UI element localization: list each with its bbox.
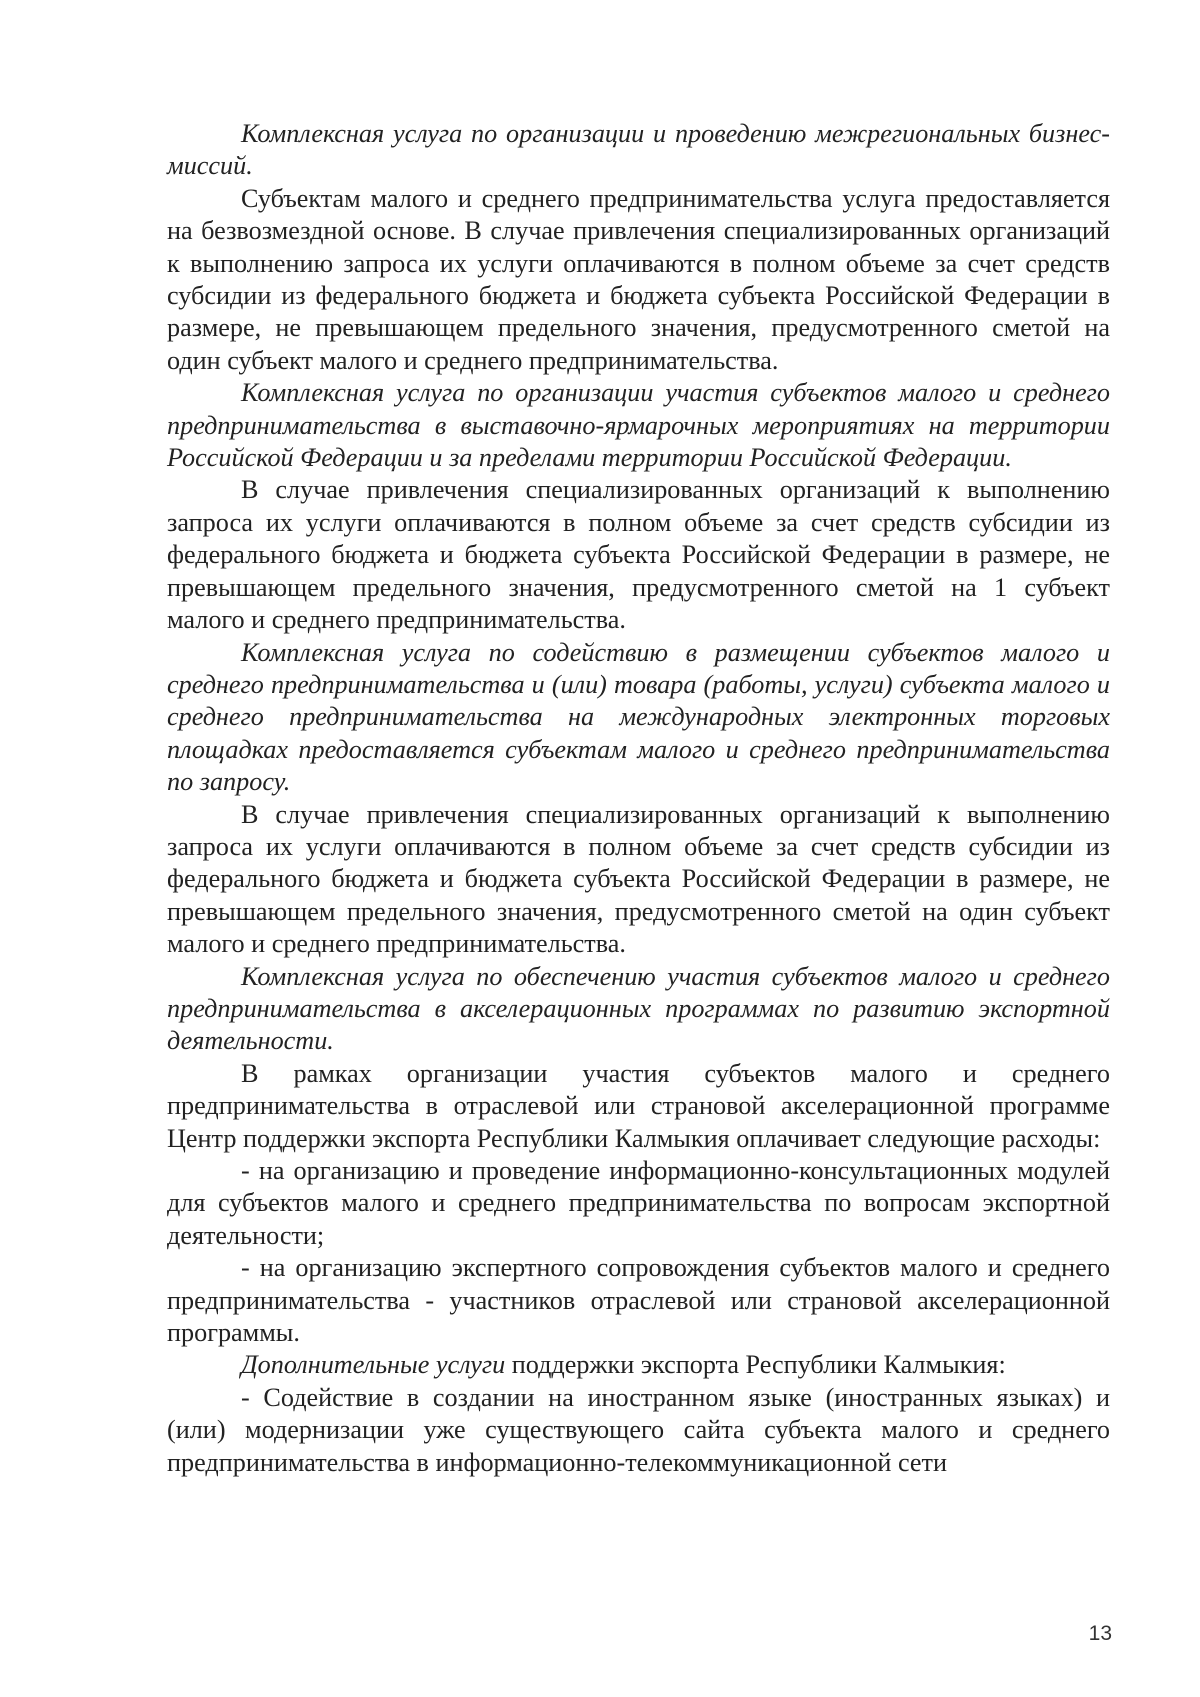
additional-services-rest: поддержки экспорта Республики Калмыкия: [505, 1350, 1006, 1380]
paragraph-heading-e-commerce: Комплексная услуга по содействию в размещении субъектов малого и среднего предпринимательства и (или) товара (работы, услуги) субъекта малого и среднего предпринимательства на международных электронных торговых площадках предоставляется субъектам малого и среднего предпринимательства по запросу. [167, 637, 1110, 797]
list-item-expert-support: - на организацию экспертного сопровождения субъектов малого и среднего предпринимательства - участников отраслевой или страновой акселерационной программы. [167, 1253, 1110, 1348]
paragraph-acceleration-terms: В рамках организации участия субъектов малого и среднего предпринимательства в отраслевой или страновой акселерационной программе Центр поддержки экспорта Республики Калмыкия оплачивает следующие расходы: [167, 1058, 1110, 1153]
paragraph-additional-services [167, 1349, 1110, 1381]
page-number: 13 [1088, 1622, 1112, 1645]
paragraph-e-commerce-terms: В случае привлечения специализированных организаций к выполнению запроса их услуги оплачиваются в полном объеме за счет средств субсидии из федерального бюджета и бюджета субъекта Российской Федерации в размере, не превышающем предельного значения, предусмотренного сметой на один субъект малого и среднего предпринимательства. [167, 799, 1110, 959]
additional-services-title: Дополнительные услуги [241, 1350, 506, 1380]
paragraph-heading-exhibitions: Комплексная услуга по организации участия субъектов малого и среднего предпринимательства в выставочно-ярмарочных мероприятиях на территории Российской Федерации и за пределами территории Российской Федерации. [167, 378, 1110, 473]
list-item-website: - Содействие в создании на иностранном языке (иностранных языках) и (или) модернизации уже существующего сайта субъекта малого и среднего предпринимательства в информационно-телекоммуникационной сети [167, 1382, 1110, 1477]
paragraph-heading-acceleration: Комплексная услуга по обеспечению участия субъектов малого и среднего предпринимательства в акселерационных программах по развитию экспортной деятельности. [167, 961, 1110, 1056]
paragraph-exhibitions-terms: В случае привлечения специализированных организаций к выполнению запроса их услуги оплачиваются в полном объеме за счет средств субсидии из федерального бюджета и бюджета субъекта Российской Федерации в размере, не превышающем предельного значения, предусмотренного сметой на 1 субъект малого и среднего предпринимательства. [167, 475, 1110, 635]
paragraph-business-missions-terms: Субъектам малого и среднего предпринимательства услуга предоставляется на безвозмездной основе. В случае привлечения специализированных организаций к выполнению запроса их услуги оплачиваются в полном объеме за счет средств субсидии из федерального бюджета и бюджета субъекта Российской Федерации в размере, не превышающем предельного значения, предусмотренного сметой на один субъект малого и среднего предпринимательства. [167, 183, 1110, 375]
document-body [167, 118, 1110, 1479]
list-item-consulting-modules: - на организацию и проведение информационно-консультационных модулей для субъектов малого и среднего предпринимательства по вопросам экспортной деятельности; [167, 1156, 1110, 1250]
paragraph-heading-business-missions: Комплексная услуга по организации и проведению межрегиональных бизнес-миссий. [167, 119, 1110, 181]
